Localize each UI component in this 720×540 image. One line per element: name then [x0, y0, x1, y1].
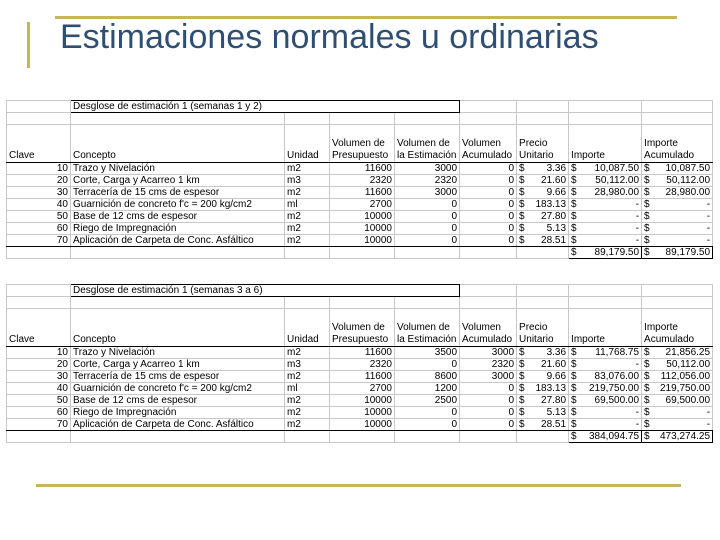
table-row — [7, 395, 713, 407]
cell-vol-presupuesto: 10000 — [330, 223, 395, 235]
cell-vol-estimacion: 0 — [395, 419, 460, 431]
cell-concepto: Trazo y Nivelación — [71, 347, 285, 359]
table-row — [7, 383, 713, 395]
cell-importe-acumulado: $ 112,056.00 — [642, 371, 713, 383]
cell-unidad: m2 — [285, 395, 330, 407]
header-clave: Clave — [7, 309, 71, 347]
cell-vol-estimacion: 0 — [395, 211, 460, 223]
cell-unidad: m2 — [285, 235, 330, 247]
header-importe: Importe — [569, 125, 642, 163]
cell-importe-acumulado: $ 50,112.00 — [642, 359, 713, 371]
cell-precio-unitario: $ 27.80 — [517, 395, 569, 407]
cell-importe: $ 219,750.00 — [569, 383, 642, 395]
cell-clave: 10 — [7, 163, 71, 175]
cell-clave: 40 — [7, 383, 71, 395]
cell-precio-unitario: $ 3.36 — [517, 163, 569, 175]
cell-importe: $ - — [569, 407, 642, 419]
cell-vol-estimacion: 2320 — [395, 175, 460, 187]
cell-concepto: Corte, Carga y Acarreo 1 km — [71, 359, 285, 371]
total-row — [7, 431, 713, 443]
cell-importe-acumulado: $ 219,750.00 — [642, 383, 713, 395]
cell-precio-unitario: $ 3.36 — [517, 347, 569, 359]
cell-vol-estimacion: 0 — [395, 199, 460, 211]
cell-vol-estimacion: 3500 — [395, 347, 460, 359]
cell-clave: 50 — [7, 395, 71, 407]
cell-vol-presupuesto: 2700 — [330, 383, 395, 395]
cell-vol-presupuesto: 10000 — [330, 407, 395, 419]
cell-precio-unitario: $ 21.60 — [517, 359, 569, 371]
cell-clave: 30 — [7, 187, 71, 199]
cell-concepto: Base de 12 cms de espesor — [71, 211, 285, 223]
cell-clave: 60 — [7, 407, 71, 419]
cell-clave: 40 — [7, 199, 71, 211]
cell-concepto: Base de 12 cms de espesor — [71, 395, 285, 407]
cell-vol-acumulado: 3000 — [460, 371, 517, 383]
cell-precio-unitario: $ 9.66 — [517, 371, 569, 383]
cell-clave: 60 — [7, 223, 71, 235]
table-row — [7, 235, 713, 247]
header-vol-estimacion: Volumen de la Estimación — [395, 309, 460, 347]
cell-vol-presupuesto: 11600 — [330, 347, 395, 359]
cell-precio-unitario: $ 183.13 — [517, 199, 569, 211]
cell-importe: $ 50,112.00 — [569, 175, 642, 187]
cell-precio-unitario: $ 27.80 — [517, 211, 569, 223]
cell-vol-acumulado: 0 — [460, 223, 517, 235]
cell-vol-acumulado: 0 — [460, 163, 517, 175]
cell-vol-presupuesto: 2320 — [330, 359, 395, 371]
cell-vol-acumulado: 0 — [460, 407, 517, 419]
total-importe-acumulado: $ 473,274.25 — [642, 431, 713, 443]
cell-concepto: Guarnición de concreto f'c = 200 kg/cm2 — [71, 383, 285, 395]
header-importe-acumulado: Importe Acumulado — [642, 309, 713, 347]
cell-unidad: m2 — [285, 163, 330, 175]
cell-importe-acumulado: $ - — [642, 211, 713, 223]
section-label: Desglose de estimación 1 (semanas 3 a 6) — [71, 285, 460, 297]
cell-concepto: Trazo y Nivelación — [71, 163, 285, 175]
cell-vol-estimacion: 2500 — [395, 395, 460, 407]
title-accent-bar — [27, 22, 30, 68]
table-row — [7, 187, 713, 199]
cell-concepto: Aplicación de Carpeta de Conc. Asfáltico — [71, 419, 285, 431]
total-importe: $ 384,094.75 — [569, 431, 642, 443]
cell-clave: 10 — [7, 347, 71, 359]
cell-vol-estimacion: 0 — [395, 223, 460, 235]
cell-concepto: Corte, Carga y Acarreo 1 km — [71, 175, 285, 187]
cell-importe-acumulado: $ 69,500.00 — [642, 395, 713, 407]
cell-unidad: m3 — [285, 175, 330, 187]
cell-importe: $ - — [569, 211, 642, 223]
table-row — [7, 407, 713, 419]
cell-unidad: m3 — [285, 359, 330, 371]
bottom-accent-line — [36, 484, 681, 487]
header-vol-presupuesto: Volumen de Presupuesto — [330, 125, 395, 163]
cell-importe-acumulado: $ 28,980.00 — [642, 187, 713, 199]
cell-vol-acumulado: 0 — [460, 175, 517, 187]
header-unidad: Unidad — [285, 125, 330, 163]
cell-vol-acumulado: 0 — [460, 187, 517, 199]
cell-importe: $ - — [569, 199, 642, 211]
cell-vol-presupuesto: 11600 — [330, 187, 395, 199]
cell-precio-unitario: $ 5.13 — [517, 407, 569, 419]
cell-vol-estimacion: 3000 — [395, 187, 460, 199]
cell-vol-presupuesto: 2700 — [330, 199, 395, 211]
cell-unidad: m2 — [285, 211, 330, 223]
cell-importe: $ - — [569, 419, 642, 431]
cell-importe-acumulado: $ 50,112.00 — [642, 175, 713, 187]
cell-vol-presupuesto: 2320 — [330, 175, 395, 187]
cell-importe: $ 11,768.75 — [569, 347, 642, 359]
cell-vol-presupuesto: 10000 — [330, 419, 395, 431]
cell-vol-acumulado: 0 — [460, 383, 517, 395]
cell-unidad: m2 — [285, 419, 330, 431]
cell-clave: 20 — [7, 359, 71, 371]
table-row — [7, 419, 713, 431]
cell-concepto: Guarnición de concreto f'c = 200 kg/cm2 — [71, 199, 285, 211]
header-row — [7, 125, 713, 163]
cell-precio-unitario: $ 28.51 — [517, 235, 569, 247]
cell-clave: 70 — [7, 235, 71, 247]
cell-vol-acumulado: 0 — [460, 235, 517, 247]
cell-unidad: ml — [285, 383, 330, 395]
cell-precio-unitario: $ 21.60 — [517, 175, 569, 187]
cell-vol-estimacion: 0 — [395, 407, 460, 419]
total-importe-acumulado: $ 89,179.50 — [642, 247, 713, 259]
cell-importe-acumulado: $ - — [642, 235, 713, 247]
estimate-table-2 — [6, 284, 713, 443]
table-row — [7, 175, 713, 187]
cell-importe: $ - — [569, 359, 642, 371]
cell-clave: 30 — [7, 371, 71, 383]
cell-importe: $ 10,087.50 — [569, 163, 642, 175]
total-row — [7, 247, 713, 259]
cell-vol-presupuesto: 11600 — [330, 163, 395, 175]
header-importe: Importe — [569, 309, 642, 347]
cell-vol-acumulado: 0 — [460, 199, 517, 211]
header-row — [7, 309, 713, 347]
cell-importe: $ - — [569, 235, 642, 247]
table-row — [7, 199, 713, 211]
cell-clave: 20 — [7, 175, 71, 187]
header-vol-acumulado: Volumen Acumulado — [460, 309, 517, 347]
table-row — [7, 223, 713, 235]
spreadsheet-image — [6, 100, 712, 468]
cell-unidad: m2 — [285, 347, 330, 359]
cell-precio-unitario: $ 28.51 — [517, 419, 569, 431]
cell-importe-acumulado: $ - — [642, 199, 713, 211]
table-row — [7, 211, 713, 223]
cell-concepto: Terracería de 15 cms de espesor — [71, 371, 285, 383]
header-vol-estimacion: Volumen de la Estimación — [395, 125, 460, 163]
header-concepto: Concepto — [71, 309, 285, 347]
cell-vol-acumulado: 3000 — [460, 347, 517, 359]
header-precio-unitario: Precio Unitario — [517, 125, 569, 163]
cell-concepto: Aplicación de Carpeta de Conc. Asfáltico — [71, 235, 285, 247]
table-row — [7, 347, 713, 359]
cell-precio-unitario: $ 5.13 — [517, 223, 569, 235]
cell-importe-acumulado: $ - — [642, 223, 713, 235]
cell-importe: $ 83,076.00 — [569, 371, 642, 383]
header-vol-acumulado: Volumen Acumulado — [460, 125, 517, 163]
cell-importe-acumulado: $ 10,087.50 — [642, 163, 713, 175]
cell-vol-acumulado: 0 — [460, 211, 517, 223]
cell-clave: 50 — [7, 211, 71, 223]
cell-importe: $ 28,980.00 — [569, 187, 642, 199]
cell-unidad: m2 — [285, 223, 330, 235]
cell-vol-estimacion: 8600 — [395, 371, 460, 383]
cell-unidad: m2 — [285, 187, 330, 199]
cell-vol-estimacion: 1200 — [395, 383, 460, 395]
cell-vol-presupuesto: 11600 — [330, 371, 395, 383]
total-importe: $ 89,179.50 — [569, 247, 642, 259]
cell-vol-estimacion: 0 — [395, 235, 460, 247]
cell-importe: $ - — [569, 223, 642, 235]
cell-precio-unitario: $ 183.13 — [517, 383, 569, 395]
cell-unidad: m2 — [285, 407, 330, 419]
cell-concepto: Terracería de 15 cms de espesor — [71, 187, 285, 199]
cell-importe: $ 69,500.00 — [569, 395, 642, 407]
cell-vol-presupuesto: 10000 — [330, 235, 395, 247]
header-clave: Clave — [7, 125, 71, 163]
cell-vol-estimacion: 0 — [395, 359, 460, 371]
estimate-table-1 — [6, 100, 713, 259]
cell-concepto: Riego de Impregnación — [71, 407, 285, 419]
table-row — [7, 359, 713, 371]
cell-importe-acumulado: $ - — [642, 419, 713, 431]
cell-vol-presupuesto: 10000 — [330, 395, 395, 407]
cell-vol-acumulado: 0 — [460, 395, 517, 407]
cell-vol-acumulado: 2320 — [460, 359, 517, 371]
header-vol-presupuesto: Volumen de Presupuesto — [330, 309, 395, 347]
cell-vol-acumulado: 0 — [460, 419, 517, 431]
table-row — [7, 163, 713, 175]
header-importe-acumulado: Importe Acumulado — [642, 125, 713, 163]
header-concepto: Concepto — [71, 125, 285, 163]
section-label: Desglose de estimación 1 (semanas 1 y 2) — [71, 101, 460, 113]
cell-importe-acumulado: $ - — [642, 407, 713, 419]
cell-vol-presupuesto: 10000 — [330, 211, 395, 223]
cell-vol-estimacion: 3000 — [395, 163, 460, 175]
cell-clave: 70 — [7, 419, 71, 431]
table-row — [7, 371, 713, 383]
cell-unidad: m2 — [285, 371, 330, 383]
slide-title: Estimaciones normales u ordinarias — [60, 18, 599, 56]
header-unidad: Unidad — [285, 309, 330, 347]
cell-importe-acumulado: $ 21,856.25 — [642, 347, 713, 359]
header-precio-unitario: Precio Unitario — [517, 309, 569, 347]
cell-concepto: Riego de Impregnación — [71, 223, 285, 235]
cell-precio-unitario: $ 9.66 — [517, 187, 569, 199]
cell-unidad: ml — [285, 199, 330, 211]
